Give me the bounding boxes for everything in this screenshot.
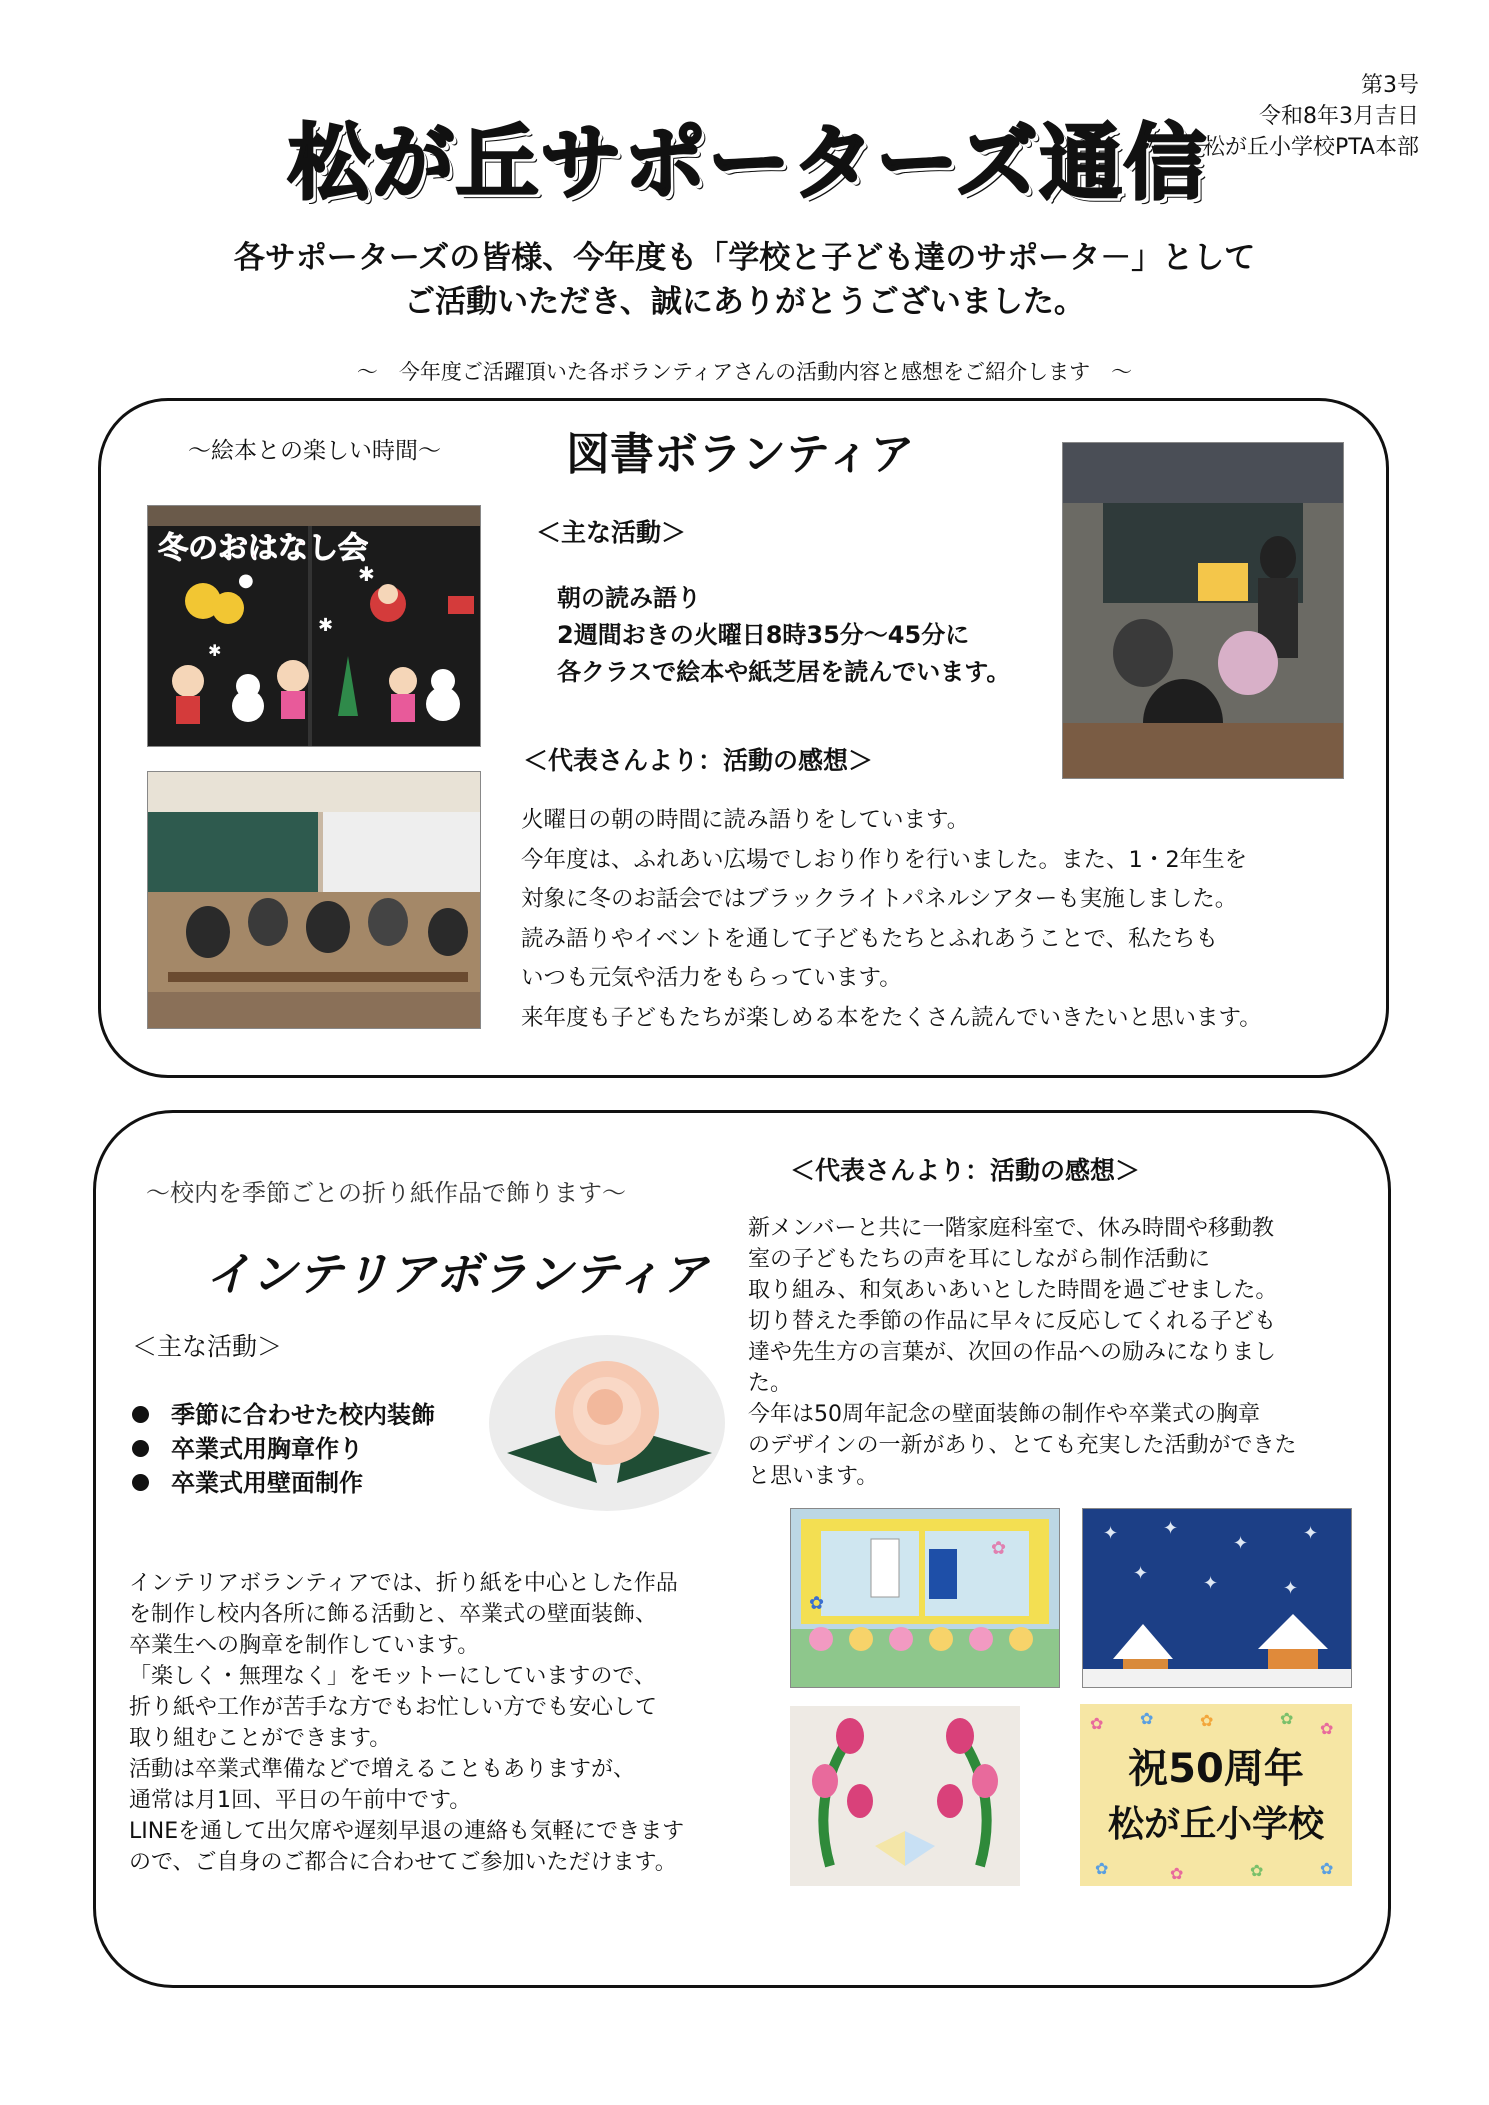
bullet-icon (132, 1406, 149, 1423)
interior-comment-line: 達や先生方の言葉が、次回の作品への励みになりまし (748, 1340, 1277, 1365)
library-activity-item: 朝の読み語り (557, 584, 701, 612)
interior-subtitle: ～校内を季節ごとの折り紙作品で飾ります～ (146, 1179, 626, 1207)
interior-description-line: LINEを通して出欠席や遅刻早退の連絡も気軽にできます (129, 1819, 685, 1844)
library-comments (521, 801, 1262, 1038)
library-activity-item: 2週間おきの火曜日8時35分～45分に (557, 621, 970, 649)
newsletter-title: 松が丘サポーターズ通信 (288, 116, 1208, 211)
interior-comments-heading: ＜代表さんより：活動の感想＞ (790, 1156, 1141, 1185)
library-comment-line: 対象に冬のお話会ではブラックライトパネルシアターも実施しました。 (521, 886, 1238, 912)
svg-text:✿: ✿ (1320, 1719, 1334, 1738)
interior-description-line: を制作し校内各所に飾る活動と、卒業式の壁面装飾、 (129, 1602, 658, 1627)
library-activity-item: 各クラスで絵本や紙芝居を読んでいます。 (557, 658, 1011, 686)
issue-info (1203, 70, 1419, 163)
library-subtitle: ～絵本との楽しい時間～ (188, 438, 441, 464)
library-comment-line: 火曜日の朝の時間に読み語りをしています。 (521, 807, 970, 833)
svg-text:✿: ✿ (1320, 1859, 1334, 1878)
svg-text:✿: ✿ (1250, 1861, 1264, 1880)
svg-text:✿: ✿ (991, 1538, 1007, 1559)
interior-activities-list (132, 1398, 435, 1500)
interior-description-line: 取り組むことができます。 (129, 1726, 392, 1751)
svg-text:✱: ✱ (358, 562, 375, 586)
issue-date: 令和8年3月吉日 (1259, 104, 1419, 129)
svg-text:✦: ✦ (1303, 1523, 1319, 1544)
interior-description-line: ので、ご自身のご都合に合わせてご参加いただけます。 (129, 1850, 677, 1875)
svg-text:✦: ✦ (1133, 1563, 1149, 1584)
origami-rose-photo (487, 1333, 727, 1513)
interior-comment-line: と思います。 (748, 1464, 879, 1489)
classroom-reading-photo-left (147, 771, 481, 1029)
banner-line-1: 祝50周年 (1128, 1746, 1304, 1792)
intro-text: ～ 今年度ご活躍頂いた各ボランティアさんの活動内容と感想をご紹介します ～ (356, 360, 1133, 384)
svg-text:✦: ✦ (1163, 1518, 1179, 1539)
svg-text:✦: ✦ (1233, 1533, 1249, 1554)
interior-comment-line: 新メンバーと共に一階家庭科室で、休み時間や移動教 (748, 1216, 1275, 1241)
interior-description (129, 1568, 684, 1878)
interior-description-line: 活動は卒業式準備などで増えることもありますが、 (129, 1757, 636, 1782)
tulip-wreath-photo (790, 1706, 1020, 1886)
interior-description-line: 通常は月1回、平日の午前中です。 (129, 1788, 472, 1813)
svg-text:✿: ✿ (809, 1593, 825, 1614)
library-comment-line: いつも元気や活力をもらっています。 (521, 965, 902, 991)
library-heading: 図書ボランティア (566, 429, 915, 480)
interior-comment-line: のデザインの一新があり、とても充実した活動ができた (748, 1433, 1297, 1458)
interior-description-line: 卒業生への胸章を制作しています。 (129, 1633, 480, 1658)
bullet-icon (132, 1440, 149, 1457)
issue-number: 第3号 (1361, 73, 1419, 98)
banner-line-2: 松が丘小学校 (1107, 1804, 1325, 1845)
svg-text:✦: ✦ (1203, 1573, 1219, 1594)
interior-activity-item: 卒業式用壁面制作 (132, 1466, 435, 1500)
poster-title-text: 冬のおはなし会 (158, 531, 368, 566)
svg-text:●: ● (238, 570, 254, 591)
library-comment-line: 来年度も子どもたちが楽しめる本をたくさん読んでいきたいと思います。 (521, 1004, 1262, 1031)
library-activities-list (557, 580, 1010, 691)
greeting-line-2: ご活動いただき、誠にありがとうございました。 (404, 284, 1085, 320)
svg-text:✦: ✦ (1103, 1523, 1119, 1544)
interior-comment-line: 室の子どもたちの声を耳にしながら制作活動に (748, 1247, 1211, 1272)
anniversary-banner-photo (1080, 1704, 1352, 1886)
svg-text:✱: ✱ (208, 641, 222, 660)
library-activities-heading: ＜主な活動＞ (536, 518, 687, 547)
library-comment-line: 読み語りやイベントを通して子どもたちとふれあうことで、私たちも (521, 925, 1219, 952)
publisher: 松が丘小学校PTA本部 (1202, 135, 1419, 160)
interior-comment-line: 切り替えた季節の作品に早々に反応してくれる子ども (748, 1309, 1277, 1334)
greeting-line-1: 各サポーターズの皆様、今年度も「学校と子ども達のサポータ－」として (233, 240, 1256, 276)
classroom-reading-photo-right (1062, 442, 1344, 779)
interior-activities-heading: ＜主な活動＞ (132, 1332, 283, 1361)
window-wall-decoration-photo (790, 1508, 1060, 1688)
interior-description-line: 折り紙や工作が苦手な方でもお忙しい方でも安心して (129, 1695, 658, 1720)
interior-description-line: 「楽しく・無理なく」をモットーにしていますので、 (129, 1664, 656, 1689)
bullet-icon (132, 1474, 149, 1491)
library-comments-heading: ＜代表さんより：活動の感想＞ (523, 746, 874, 775)
interior-activity-item: 季節に合わせた校内装飾 (132, 1398, 435, 1432)
starry-night-decoration-photo (1082, 1508, 1352, 1688)
svg-text:✿: ✿ (1140, 1709, 1154, 1728)
interior-activity-item: 卒業式用胸章作り (132, 1432, 435, 1466)
svg-text:✿: ✿ (1200, 1711, 1214, 1730)
interior-comment-line: 今年は50周年記念の壁面装飾の制作や卒業式の胸章 (748, 1402, 1260, 1427)
interior-description-line: インテリアボランティアでは、折り紙を中心とした作品 (129, 1571, 678, 1596)
library-comment-line: 今年度は、ふれあい広場でしおり作りを行いました。また、1・2年生を (521, 846, 1248, 873)
interior-heading: インテリアボランティア (205, 1247, 708, 1301)
greeting (0, 236, 1489, 324)
svg-text:✿: ✿ (1280, 1709, 1294, 1728)
svg-text:✿: ✿ (1095, 1859, 1109, 1878)
interior-comment-line: た。 (748, 1371, 793, 1396)
svg-text:✱: ✱ (318, 615, 334, 636)
svg-text:✿: ✿ (1090, 1714, 1104, 1733)
svg-text:✿: ✿ (1170, 1864, 1184, 1883)
svg-text:✦: ✦ (1283, 1578, 1299, 1599)
winter-storytime-poster-photo (147, 505, 481, 747)
interior-comments (748, 1213, 1296, 1492)
interior-comment-line: 取り組み、和気あいあいとした時間を過ごせました。 (748, 1278, 1278, 1303)
